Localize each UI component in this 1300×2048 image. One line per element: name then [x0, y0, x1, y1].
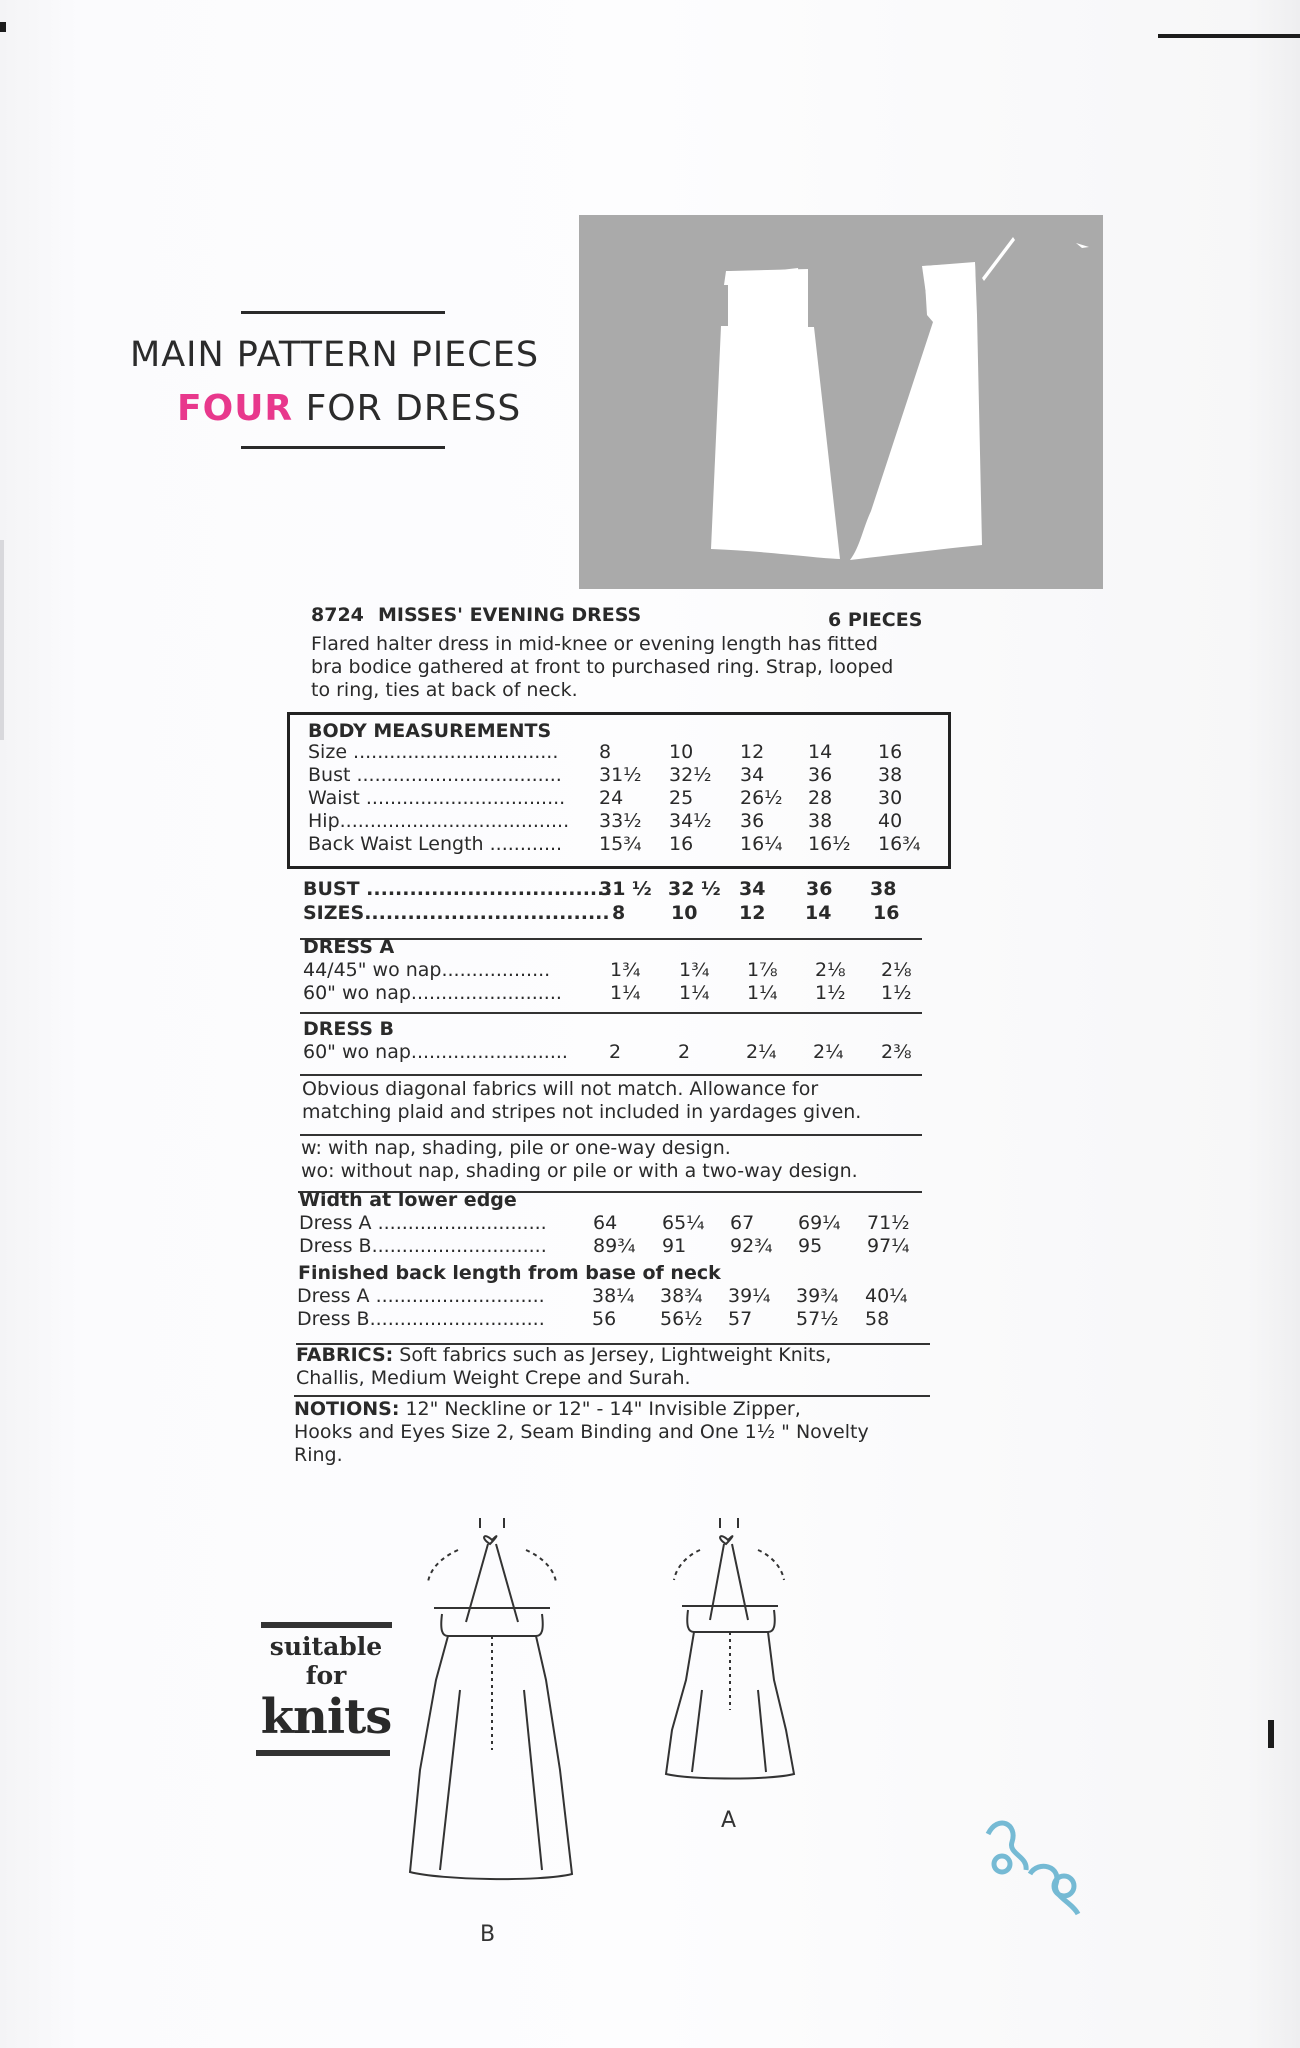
length-row-value: 39¾ — [796, 1285, 839, 1307]
width-row-value: 95 — [798, 1235, 823, 1257]
length-row-value: 58 — [865, 1308, 890, 1330]
notions-text: 12" Neckline or 12" - 14" Invisible Zipper, — [399, 1398, 801, 1420]
length-row-label: Dress B............................. — [297, 1308, 545, 1330]
pattern-number: 8724 — [311, 604, 364, 626]
notions-label: NOTIONS: — [294, 1398, 400, 1420]
diagonal-note-line: matching plaid and stripes not included in yardages given. — [302, 1101, 862, 1123]
divider — [300, 1012, 922, 1014]
dress-a-row-value: 2⅛ — [815, 959, 846, 981]
notions-line — [294, 1398, 801, 1420]
body-measurement-row-value: 28 — [808, 787, 833, 809]
dress-a-row-value: 1½ — [881, 982, 912, 1004]
width-row-value: 89¾ — [593, 1235, 636, 1257]
length-title: Finished back length from base of neck — [298, 1262, 721, 1284]
length-row-label: Dress A ............................ — [297, 1285, 545, 1307]
dress-b-row-value: 2⅜ — [881, 1041, 912, 1063]
dress-a-row-value: 1⅞ — [747, 959, 778, 981]
dress-a-row — [303, 959, 943, 981]
width-row-label: Dress B............................. — [299, 1235, 547, 1257]
width-row-value: 69¼ — [798, 1212, 841, 1234]
badge-rule-top — [261, 1622, 392, 1628]
length-row-value: 39¼ — [728, 1285, 771, 1307]
left-edge-mark — [0, 22, 6, 32]
dress-a-row-value: 2⅛ — [881, 959, 912, 981]
width-row-value: 64 — [593, 1212, 618, 1234]
size-value: 12 — [739, 902, 766, 924]
size-value: 10 — [671, 902, 698, 924]
header-line2 — [177, 388, 521, 429]
body-measurement-row-value: 12 — [740, 741, 765, 763]
body-measurement-row-value: 36 — [740, 810, 765, 832]
size-value: 14 — [805, 902, 832, 924]
body-measurement-row-value: 33½ — [599, 810, 642, 832]
suitable-for-knits-badge — [254, 1632, 398, 1744]
sizes-label: SIZES.................................. — [303, 902, 610, 924]
length-row-value: 38¾ — [660, 1285, 703, 1307]
body-measurement-row — [308, 764, 948, 786]
header-line1: MAIN PATTERN PIECES — [130, 335, 540, 375]
divider — [300, 1074, 922, 1076]
width-row-value: 65¼ — [662, 1212, 705, 1234]
length-row — [297, 1308, 937, 1330]
ink-stamp-mark — [968, 1804, 1098, 1924]
fabrics-label: FABRICS: — [296, 1344, 394, 1366]
width-row-value: 97¼ — [867, 1235, 910, 1257]
left-margin-mark — [0, 540, 4, 740]
dress-b-row-value: 2¼ — [813, 1041, 844, 1063]
dress-b-row-value: 2 — [678, 1041, 691, 1063]
body-measurement-row-label: Size .................................. — [308, 741, 559, 763]
body-measurement-row-value: 36 — [808, 764, 833, 786]
body-measurement-row-value: 10 — [669, 741, 694, 763]
body-measurement-row-value: 16½ — [808, 833, 851, 855]
size-value: 16 — [873, 902, 900, 924]
bust-value: 34 — [739, 878, 766, 900]
dress-b-row-value: 2 — [609, 1041, 622, 1063]
body-measurement-row-value: 15¾ — [599, 833, 642, 855]
divider — [294, 1395, 930, 1397]
dress-a-row — [303, 982, 943, 1004]
dress-b-row-value: 2¼ — [746, 1041, 777, 1063]
body-measurement-row — [308, 810, 948, 832]
body-measurement-row-value: 16¾ — [878, 833, 921, 855]
length-row — [297, 1285, 937, 1307]
length-row-value: 57½ — [796, 1308, 839, 1330]
body-measurement-row — [308, 833, 948, 855]
body-measurement-row — [308, 787, 948, 809]
badge-line3: knits — [260, 1689, 392, 1745]
body-measurement-row-value: 16¼ — [740, 833, 783, 855]
body-measurement-row-value: 16 — [878, 741, 903, 763]
length-row-value: 56 — [592, 1308, 617, 1330]
width-row-value: 91 — [662, 1235, 687, 1257]
badge-rule-bottom — [256, 1750, 390, 1756]
length-row-value: 57 — [728, 1308, 753, 1330]
badge-line1: suitable — [269, 1632, 383, 1661]
body-measurement-row — [308, 741, 948, 763]
notions-line: Hooks and Eyes Size 2, Seam Binding and One 1½ " Novelty — [294, 1421, 869, 1443]
pattern-description-line: Flared halter dress in mid-knee or evening length has fitted — [311, 633, 878, 655]
width-row — [299, 1235, 939, 1257]
bust-value: 32 ½ — [668, 878, 721, 900]
bust-sizes-header — [303, 878, 923, 930]
body-measurement-row-value: 31½ — [599, 764, 642, 786]
length-row-value: 56½ — [660, 1308, 703, 1330]
dress-a-row-value: 1¾ — [610, 959, 641, 981]
dress-a-row-value: 1¾ — [679, 959, 710, 981]
pattern-description-line: bra bodice gathered at front to purchased ring. Strap, looped — [311, 656, 894, 678]
pattern-name: MISSES' EVENING DRESS — [378, 604, 642, 626]
dress-a-row-label: 44/45" wo nap.................. — [303, 959, 551, 981]
header-rule-bottom — [241, 446, 445, 449]
body-measurement-row-label: Bust .................................. — [308, 764, 562, 786]
width-row — [299, 1212, 939, 1234]
body-measurement-row-value: 25 — [669, 787, 694, 809]
bust-value: 31 ½ — [599, 878, 652, 900]
bust-label: BUST .................................. — [303, 878, 612, 900]
dress-a-illustration — [652, 1510, 812, 1790]
bust-value: 38 — [870, 878, 897, 900]
header-rule-top — [241, 311, 445, 314]
pattern-pieces: 6 PIECES — [828, 609, 923, 631]
dress-b-row — [303, 1041, 943, 1063]
dress-b-title: DRESS B — [303, 1018, 394, 1040]
dress-a-row-label: 60" wo nap......................... — [303, 982, 562, 1004]
body-measurement-row-value: 30 — [878, 787, 903, 809]
body-measurement-row-value: 34½ — [669, 810, 712, 832]
body-measurement-row-value: 26½ — [740, 787, 783, 809]
body-measurement-row-value: 38 — [808, 810, 833, 832]
width-row-label: Dress A ............................ — [299, 1212, 547, 1234]
fabrics-text: Soft fabrics such as Jersey, Lightweight Knits, — [393, 1344, 832, 1366]
body-measurements-title: BODY MEASUREMENTS — [308, 720, 552, 742]
body-measurement-row-value: 24 — [599, 787, 624, 809]
dress-a-row-value: 1¼ — [610, 982, 641, 1004]
dress-b-row-label: 60" wo nap.......................... — [303, 1041, 568, 1063]
pattern-description-line: to ring, ties at back of neck. — [311, 679, 578, 701]
body-measurement-row-value: 38 — [878, 764, 903, 786]
view-label-a: A — [721, 1808, 737, 1833]
pattern-layout-diagram — [579, 215, 1103, 589]
badge-line2: for — [305, 1661, 347, 1690]
diagonal-note-line: Obvious diagonal fabrics will not match. Allowance for — [302, 1078, 819, 1100]
body-measurement-row-value: 8 — [599, 741, 612, 763]
fabrics-line — [296, 1344, 831, 1366]
body-measurement-row-label: Hip...................................... — [308, 810, 570, 832]
body-measurement-row-label: Back Waist Length ............ — [308, 833, 563, 855]
length-row-value: 40¼ — [865, 1285, 908, 1307]
header-highlight: FOUR — [177, 388, 294, 429]
right-edge-mark — [1268, 1720, 1274, 1748]
corner-mark — [1158, 34, 1300, 38]
dress-a-title: DRESS A — [303, 936, 395, 958]
dress-b-illustration — [400, 1510, 600, 1900]
body-measurement-row-value: 16 — [669, 833, 694, 855]
body-measurement-row-value: 14 — [808, 741, 833, 763]
body-measurement-row-value: 40 — [878, 810, 903, 832]
body-measurement-row-label: Waist ................................. — [308, 787, 566, 809]
divider — [300, 1134, 922, 1136]
width-row-value: 71½ — [867, 1212, 910, 1234]
bust-value: 36 — [806, 878, 833, 900]
nap-note-line: w: with nap, shading, pile or one-way design. — [301, 1137, 731, 1159]
body-measurement-row-value: 32½ — [669, 764, 712, 786]
nap-note-line: wo: without nap, shading or pile or with a two-way design. — [301, 1160, 858, 1182]
header-line2-rest: FOR DRESS — [293, 388, 522, 429]
dress-a-row-value: 1¼ — [747, 982, 778, 1004]
right-piece-top — [922, 263, 976, 301]
dress-a-row-value: 1¼ — [679, 982, 710, 1004]
width-row-value: 92¾ — [730, 1235, 773, 1257]
width-row-value: 67 — [730, 1212, 755, 1234]
width-title: Width at lower edge — [299, 1189, 517, 1211]
view-label-b: B — [480, 1922, 496, 1947]
fabrics-line: Challis, Medium Weight Crepe and Surah. — [296, 1367, 691, 1389]
length-row-value: 38¼ — [592, 1285, 635, 1307]
notions-line: Ring. — [294, 1444, 343, 1466]
body-measurement-row-value: 34 — [740, 764, 765, 786]
dress-a-row-value: 1½ — [815, 982, 846, 1004]
size-value: 8 — [612, 902, 626, 924]
